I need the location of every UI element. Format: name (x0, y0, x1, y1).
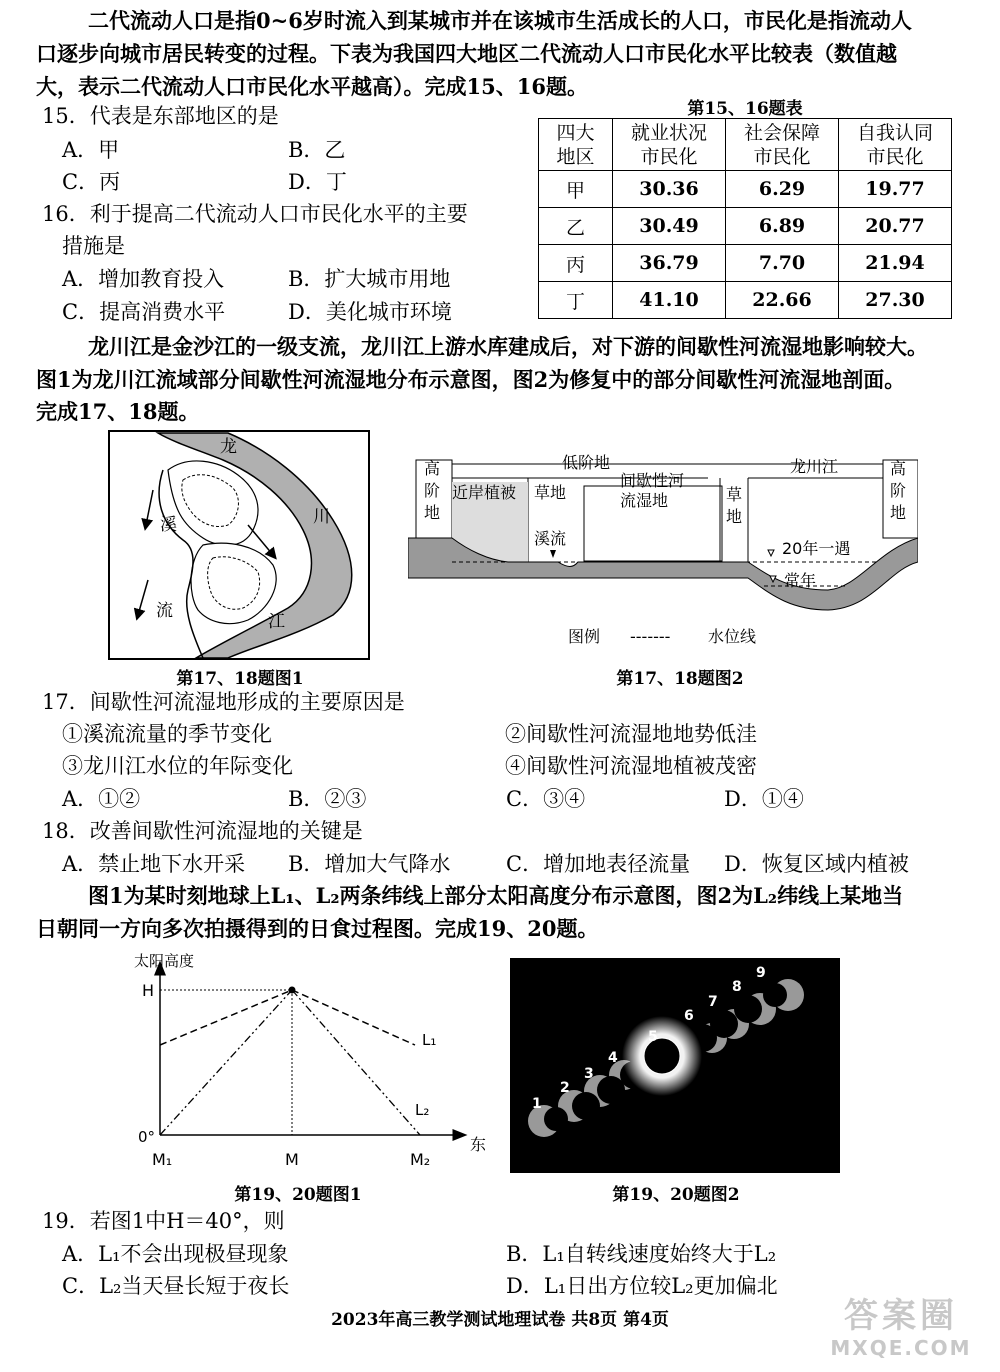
profile-high-left-1: 高 (424, 459, 441, 478)
q18-option-c: C．增加地表径流量 (506, 852, 691, 876)
chart-m1-label: M₁ (152, 1150, 173, 1169)
chart-l2-label: L₂ (415, 1101, 430, 1119)
q16-stem-line1: 16．利于提高二代流动人口市民化水平的主要 (42, 202, 468, 226)
profile-wetland-2: 流湿地 (620, 491, 669, 510)
q19-option-a: A．L₁不会出现极昼现象 (62, 1242, 289, 1266)
q15-option-b: B．乙 (288, 138, 346, 162)
profile-legend-label: 图例 (568, 627, 601, 646)
map-label-long: 龙 (220, 437, 237, 457)
profile-river-name: 龙川江 (790, 457, 839, 476)
q19-option-c: C．L₂当天昼长短于夜长 (62, 1274, 290, 1298)
watermark-logo-text: 答案圈 (844, 1296, 958, 1336)
profile-grass-2a: 草 (726, 485, 743, 504)
table-cell: 乙 (539, 208, 613, 245)
q18-stem: 18．改善间歇性河流湿地的关键是 (42, 819, 363, 843)
profile-high-right-3: 地 (890, 503, 907, 522)
table-row (539, 282, 952, 319)
q17-option-d: D．①④ (724, 787, 804, 811)
intro3-line1: 图1为某时刻地球上L₁、L₂两条纬线上部分太阳高度分布示意图，图2为L₂纬线上某地当 (88, 883, 904, 908)
table-header-social-security: 社会保障 市民化 (726, 119, 839, 171)
solar-altitude-figure (130, 950, 500, 1172)
table-header-identity: 自我认同 市民化 (839, 119, 952, 171)
table-cell: 27.30 (839, 282, 952, 319)
eclipse-stage-9: 9 (756, 965, 766, 981)
intro2-line3: 完成17、18题。 (36, 399, 200, 424)
intro3-line2: 日朝同一方向多次拍摄得到的日食过程图。完成19、20题。 (36, 916, 599, 941)
table-row (539, 171, 952, 208)
q18-option-d: D．恢复区域内植被 (724, 852, 909, 876)
map-label-liu: 流 (156, 601, 173, 621)
profile-wetland-1: 间歇性河 (620, 471, 685, 490)
table-header-employment: 就业状况 市民化 (613, 119, 726, 171)
q16-option-d: D．美化城市环境 (288, 300, 452, 324)
table-cell: 22.66 (726, 282, 839, 319)
profile-legend-dash: ------- (630, 627, 671, 646)
profile-stream: 溪流 (534, 529, 567, 548)
table-cell: 丁 (539, 282, 613, 319)
watermark-logo (812, 1296, 990, 1366)
intro2-line2: 图1为龙川江流域部分间歇性河流湿地分布示意图，图2为修复中的部分间歇性河流湿地剖面。 (36, 367, 906, 392)
fig1718-2-caption: 第17、18题图2 (616, 669, 744, 689)
table-cell: 甲 (539, 171, 613, 208)
watermark-site: MXQE.COM (830, 1336, 972, 1360)
eclipse-stage-2: 2 (560, 1080, 570, 1096)
eclipse-stage-5: 5 (648, 1029, 658, 1045)
q17-option-b: B．②③ (288, 787, 367, 811)
q15-option-c: C．丙 (62, 170, 121, 194)
table-cell: 41.10 (613, 282, 726, 319)
wetland-map-figure (108, 430, 370, 660)
map-label-xi: 溪 (160, 515, 177, 535)
eclipse-stage-8: 8 (732, 979, 742, 995)
chart-m-label: M (285, 1150, 299, 1169)
q17-option-a: A．①② (62, 787, 141, 811)
eclipse-stage-1: 1 (532, 1096, 542, 1112)
chart-h-label: H (142, 981, 155, 1000)
intro1-line3: 大，表示二代流动人口市民化水平越高）。完成15、16题。 (36, 74, 588, 99)
table-cell: 19.77 (839, 171, 952, 208)
table-header-region: 四大 地区 (539, 119, 613, 171)
q17-statement-4: ④间歇性河流湿地植被茂密 (505, 754, 757, 778)
eclipse-stage-6: 6 (684, 1008, 694, 1024)
chart-east-label: 东 (470, 1135, 487, 1154)
q19-option-b: B．L₁自转线速度始终大于L₂ (506, 1242, 777, 1266)
table-cell: 丙 (539, 245, 613, 282)
table-cell: 30.36 (613, 171, 726, 208)
q16-option-c: C．提高消费水平 (62, 300, 226, 324)
q16-stem-line2: 措施是 (62, 234, 125, 258)
profile-high-right-1: 高 (890, 459, 907, 478)
q18-option-b: B．增加大气降水 (288, 852, 451, 876)
page-footer: 2023年高三教学测试地理试卷 共8页 第4页 (331, 1310, 669, 1330)
q17-statement-3: ③龙川江水位的年际变化 (62, 754, 293, 778)
profile-flood-20: 20年一遇 (782, 539, 851, 558)
q15-option-d: D．丁 (288, 170, 347, 194)
table-cell: 6.29 (726, 171, 839, 208)
q19-stem: 19．若图1中H＝40°，则 (42, 1209, 285, 1233)
eclipse-photo-figure (510, 958, 840, 1173)
table-cell: 21.94 (839, 245, 952, 282)
profile-low-terrace: 低阶地 (562, 453, 611, 472)
table-row (539, 245, 952, 282)
table-cell: 6.89 (726, 208, 839, 245)
chart-m2-label: M₂ (410, 1150, 431, 1169)
profile-grass-1: 草地 (534, 483, 567, 502)
q17-stem: 17．间歇性河流湿地形成的主要原因是 (42, 690, 405, 714)
table-cell: 36.79 (613, 245, 726, 282)
map-label-jiang: 江 (268, 612, 285, 632)
fig1718-1-caption: 第17、18题图1 (176, 669, 304, 689)
q18-option-a: A．禁止地下水开采 (62, 852, 246, 876)
eclipse-stage-3: 3 (584, 1066, 594, 1082)
q17-option-c: C．③④ (506, 787, 586, 811)
chart-zero-label: 0° (138, 1128, 156, 1146)
q16-option-a: A．增加教育投入 (62, 267, 225, 291)
table-cell: 7.70 (726, 245, 839, 282)
q19-option-d: D．L₁日出方位较L₂更加偏北 (506, 1274, 778, 1298)
data-table (538, 118, 952, 319)
fig1920-2-caption: 第19、20题图2 (612, 1185, 740, 1205)
map-label-chuan: 川 (313, 507, 330, 527)
wetland-profile-figure (408, 450, 918, 660)
profile-high-right-2: 阶 (890, 481, 907, 500)
intro1-line2: 口逐步向城市居民转变的过程。下表为我国四大地区二代流动人口市民化水平比较表（数值越 (36, 41, 897, 66)
q17-statement-2: ②间歇性河流湿地地势低洼 (505, 722, 757, 746)
q15-stem: 15．代表是东部地区的是 (42, 104, 279, 128)
q17-statement-1: ①溪流流量的季节变化 (62, 722, 272, 746)
profile-high-left-3: 地 (424, 503, 441, 522)
profile-grass-2b: 地 (726, 507, 743, 526)
eclipse-stage-4: 4 (608, 1050, 618, 1066)
table-cell: 30.49 (613, 208, 726, 245)
intro2-line1: 龙川江是金沙江的一级支流，龙川江上游水库建成后，对下游的间歇性河流湿地影响较大。 (88, 334, 928, 359)
q16-option-b: B．扩大城市用地 (288, 267, 451, 291)
profile-high-left-2: 阶 (424, 481, 441, 500)
intro1-line1: 二代流动人口是指0~6岁时流入到某城市并在该城市生活成长的人口，市民化是指流动人 (88, 8, 912, 33)
q15-option-a: A．甲 (62, 138, 120, 162)
fig1920-1-caption: 第19、20题图1 (234, 1185, 362, 1205)
profile-legend-text: 水位线 (708, 627, 757, 646)
chart-l1-label: L₁ (422, 1031, 437, 1049)
table-row (539, 208, 952, 245)
eclipse-stage-7: 7 (708, 994, 718, 1010)
profile-normal-level: 常年 (784, 571, 817, 590)
table-cell: 20.77 (839, 208, 952, 245)
profile-vegetation: 近岸植被 (452, 483, 517, 502)
chart-ylabel: 太阳高度 (134, 952, 195, 970)
table-caption: 第15、16题表 (687, 99, 803, 119)
